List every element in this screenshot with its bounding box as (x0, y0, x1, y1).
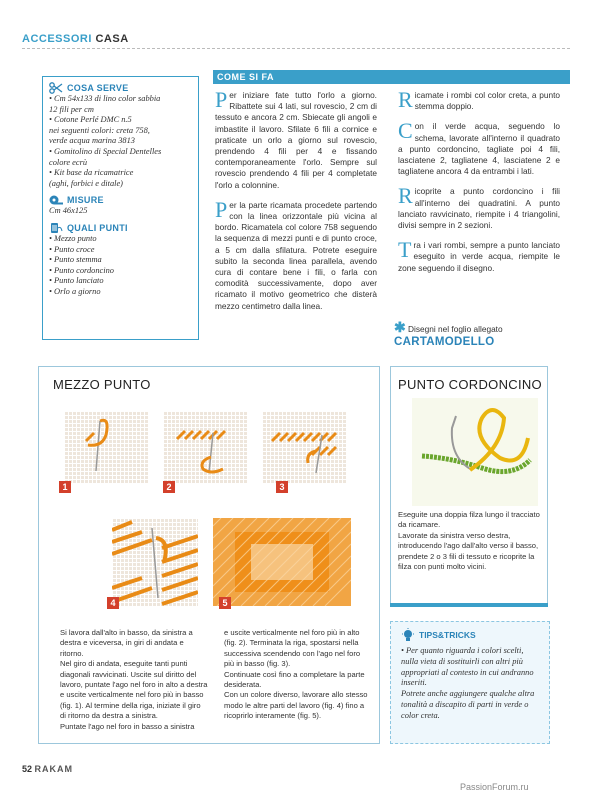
list-item: • Punto croce (49, 244, 95, 254)
cosa-serve-list (49, 94, 194, 189)
list-item: • Punto stemma (49, 255, 102, 265)
text-paragraph: Puntate l'ago nel foro in basso a sinistra (60, 721, 195, 731)
text-paragraph: Si lavora dall'alto in basso, da sinistra a destra e viceversa, in giri di andata e ritorno. (60, 628, 193, 658)
list-item: • Kit base da ricamatrice (49, 168, 134, 178)
subsection-label: CASA (95, 33, 129, 45)
paragraph-text: ra i vari rombi, sempre a punto lanciato eseguito in verde acqua, riempite le zone seguendo il disegno. (398, 240, 560, 273)
list-item: • Cm 54x133 di lino color sabbia (49, 94, 161, 103)
paragraph-text: on il verde acqua, seguendo lo schema, lavorate all'interno il quadrato a punto cordoncino, tagliate poi 4 fili, lasciatene 2, tagliatene 4, lasciatene 2 e tagliatene ancora 4 da entrambi i lati. (398, 121, 560, 177)
paragraph-text: icoprite a punto cordoncino i fili all'interno dei quadratini. A punto lanciato ravvicinato, riempite i 4 triangolini, divisi sempre in 2 sezioni. (398, 186, 560, 231)
stitch-diagram-3 (262, 411, 346, 483)
asterisk-icon: ✱ (394, 319, 406, 335)
figure-4 (112, 518, 198, 606)
page-footer (22, 764, 73, 774)
paragraph-text: er iniziare fate tutto l'orlo a giorno. Ribattete sui 4 lati, sul rovescio, 2 cm di tessuto e ancora 2 cm. Sbiecate gli angoli e imbastite il lavoro. Sfilate 6 fili a cornice e praticate un orlo a giorno sul rovescio, prendendo 4 fili per 4 e fissando contemporaneamente l'orlo. Sempre sul rovescio prendendo 4 fili per 4 completate l'orlo a colonnine. (215, 90, 377, 190)
text-paragraph: Con un colore diverso, lavorare allo stesso modo le altre parti del lavoro (fig. 4) fino a ricoprirlo interamente (fig. 5). (224, 690, 368, 721)
list-item: • Punto cordoncino (49, 265, 114, 275)
thread-spool-icon (49, 222, 63, 234)
list-item: nei seguenti colori: creta 758, (49, 125, 150, 135)
text-paragraph: Lavorate da sinistra verso destra, introducendo l'ago dall'alto verso il basso, prendete 2 o 3 fili di tessuto e ricoprite la filza con punti molto vicini. (398, 530, 539, 572)
text-paragraph: Nel giro di andata, eseguite tanti punti diagonali ravvicinati. Uscite sul diritto del lavoro, puntate l'ago nel foro in alto a destra e uscite verticalmente nel foro più in basso (fig. 1). Al termine della riga, iniziate il giro di ritorno da destra a sinistra. (60, 659, 208, 721)
list-item: • Gomitolino di Special Dentelles (49, 146, 162, 156)
cosa-serve-title: COSA SERVE (49, 82, 194, 94)
punto-cordoncino-title: PUNTO CORDONCINO (398, 377, 542, 392)
stitch-diagram-1 (64, 411, 148, 483)
mezzo-punto-text-1 (60, 628, 208, 732)
list-item: • Orlo a giorno (49, 286, 101, 296)
accent-bar (390, 603, 548, 607)
stitch-diagram-5 (213, 518, 351, 606)
step-number: 2 (163, 481, 175, 493)
scissors-icon (49, 82, 63, 94)
instruction-paragraph (398, 87, 560, 112)
drop-cap: R (398, 87, 413, 112)
list-item: 12 fili per cm (49, 104, 94, 114)
list-item: • Cotone Perlé DMC n.5 (49, 115, 132, 125)
paragraph-text: er la parte ricamata procedete partendo con la linea orizzontale più vicina al bordo. Ricamatela col colore 758 seguendo la sequenza di mezzi punti e di punto croce, a 5 cm dalla sfilatura. Potrete eseguire subito la seconda linea parallela, avendo cura di contare bene i fili, o farla con comodità successivamente, dopo aver ricamato il motivo geometrico che disterà mezzo centimetro dalla linea. (215, 199, 377, 311)
instruction-paragraph (398, 183, 560, 231)
tips-title: TIPS&TRICKS (401, 628, 476, 642)
instruction-paragraph (215, 87, 377, 191)
list-item: • Mezzo punto (49, 233, 97, 243)
figure-5 (213, 518, 351, 606)
list-item: verde acqua marina 3813 (49, 136, 135, 146)
list-item: colore ecrù (49, 157, 88, 167)
drop-cap: P (215, 87, 228, 112)
drop-cap: R (398, 183, 413, 209)
quali-punti-list (49, 234, 194, 298)
lightbulb-icon (401, 628, 415, 642)
text-paragraph: Eseguite una doppia filza lungo il tracciato da ricamare. (398, 510, 540, 530)
instructions-column-1 (215, 87, 377, 321)
come-si-fa-title: COME SI FA (213, 70, 570, 84)
instruction-paragraph (398, 237, 560, 274)
instructions-column-2 (398, 87, 560, 283)
list-item: • Punto lanciato (49, 276, 104, 286)
stitch-diagram-4 (112, 518, 198, 606)
text-paragraph: Continuate così fino a completare la parte desiderata. (224, 669, 365, 690)
header-divider (22, 48, 570, 49)
drop-cap: T (398, 237, 412, 263)
step-number: 4 (107, 597, 119, 609)
paragraph-text: icamate i rombi col color creta, a punto stemma doppio. (414, 90, 560, 112)
text-paragraph: Potrete anche aggiungere qualche altra tonalità a discapito di parti in verde o color creta. (401, 689, 535, 720)
mezzo-punto-text-2 (224, 628, 372, 722)
watermark: PassionForum.ru (460, 782, 529, 792)
tips-text (401, 646, 541, 722)
figure-1 (64, 411, 148, 483)
text-paragraph: e uscite verticalmente nel foro più in alto (fig. 2). Terminata la riga, spostarsi nella successiva scendendo con l'ago nel foro più in basso (fig. 3). (224, 628, 361, 669)
section-label: ACCESSORI (22, 33, 92, 45)
quali-punti-title: QUALI PUNTI (49, 222, 194, 234)
drop-cap: P (215, 196, 228, 222)
tape-measure-icon (49, 194, 63, 206)
cordoncino-diagram (412, 398, 538, 506)
disegni-note: ✱ Disegni nel foglio allegato (394, 319, 503, 335)
section-header (22, 33, 129, 45)
punto-cordoncino-text (398, 510, 540, 572)
step-number: 1 (59, 481, 71, 493)
tips-box (390, 621, 550, 744)
drop-cap: C (398, 118, 413, 144)
step-number: 3 (276, 481, 288, 493)
materials-box (42, 76, 199, 340)
text-paragraph: • Per quanto riguarda i colori scelti, nulla vieta di sostituirli con altri più appropriati al contesto in cui andranno inseriti. (401, 646, 534, 688)
instruction-paragraph (215, 196, 377, 312)
list-item: (aghi, forbici e ditale) (49, 178, 123, 188)
cartamodello-label: CARTAMODELLO (394, 336, 495, 348)
misure-value: Cm 46x125 (49, 206, 88, 216)
misure-title: MISURE (49, 194, 194, 206)
magazine-name: RAKAM (34, 764, 74, 774)
step-number: 5 (219, 597, 231, 609)
page-number: 52 (22, 764, 33, 774)
figure-3 (262, 411, 346, 483)
instruction-paragraph (398, 118, 560, 177)
cordoncino-illustration (412, 398, 538, 506)
stitch-diagram-2 (163, 411, 247, 483)
cartamodello-note (394, 319, 503, 348)
figure-2 (163, 411, 247, 483)
mezzo-punto-title: MEZZO PUNTO (53, 377, 151, 392)
